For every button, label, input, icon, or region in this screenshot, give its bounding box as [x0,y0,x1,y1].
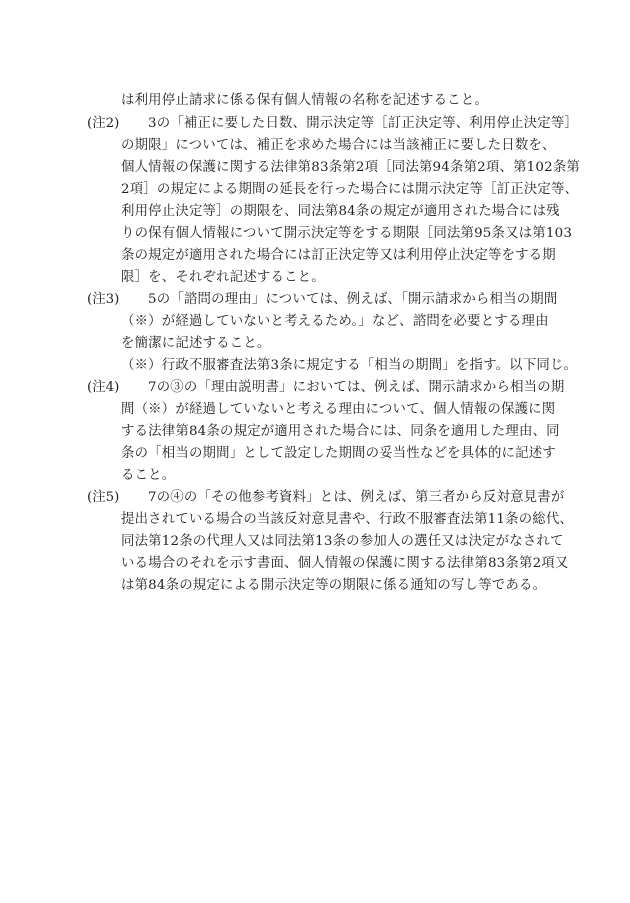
continuation-line: は利用停止請求に係る保有個人情報の名称を記述すること。 [121,93,488,108]
note-2-line-1: 3の「補正に要した日数、開示決定等［訂正決定等、利用停止決定等］ [148,116,579,131]
note-3-asterisk-line: （※）行政不服審査法第3条に規定する「相当の期間」を指す。以下同じ。 [121,358,578,373]
note-3-line-2: （※）が経過していないと考えるため。」など、諮問を必要とする理由 [121,314,549,329]
note-2-line-7: 条の規定が適用された場合には訂正決定等又は利用停止決定等をする期 [121,248,556,263]
note-4-line-2: 間（※）が経過していないと考える理由について、個人情報の保護に関 [121,402,556,417]
note-4-line-5: ること。 [121,468,176,483]
note-2-line-3: 個人情報の保護に関する法律第83条第2項［同法第94条第2項、第102条第 [121,160,581,175]
note-3-label: (注3) [87,292,120,307]
note-3-line-3: を簡潔に記述すること。 [121,336,271,351]
note-5-label: (注5) [87,490,120,505]
note-3-line-1: 5の「諮問の理由」については、例えば、「開示請求から相当の期間 [148,292,558,307]
note-5-line-4: いる場合のそれを示す書面、個人情報の保護に関する法律第83条第2項又 [121,556,569,571]
note-4-line-1: 7の③の「理由説明書」においては、例えば、開示請求から相当の期 [148,380,565,395]
note-2-line-2: の期限」については、補正を求めた場合には当該補正に要した日数を、 [121,138,556,153]
note-2-line-6: りの保有個人情報について開示決定等をする期限［同法第95条又は第103 [121,226,573,241]
note-5-line-1: 7の④の「その他参考資料」とは、例えば、第三者から反対意見書が [148,490,565,505]
note-5-line-2: 提出されている場合の当該反対意見書や、行政不服審査法第11条の総代、 [121,512,574,527]
note-4-label: (注4) [87,380,120,395]
note-4-line-4: 条の「相当の期間」として設定した期間の妥当性などを具体的に記述す [121,446,556,461]
note-2-line-5: 利用停止決定等］の期限を、同法第84条の規定が適用された場合には残 [121,204,560,219]
note-5-line-5: は第84条の規定による開示決定等の期限に係る通知の写し等である。 [121,578,547,593]
note-4-line-3: する法律第84条の規定が適用された場合には、同条を適用した理由、同 [121,424,560,439]
note-2-line-4: 2項］の規定による期間の延長を行った場合には開示決定等［訂正決定等、 [121,182,579,197]
note-2-label: (注2) [87,116,120,131]
note-2-line-8: 限］を、それぞれ記述すること。 [121,270,325,285]
note-5-line-3: 同法第12条の代理人又は同法第13条の参加人の選任又は決定がなされて [121,534,564,549]
